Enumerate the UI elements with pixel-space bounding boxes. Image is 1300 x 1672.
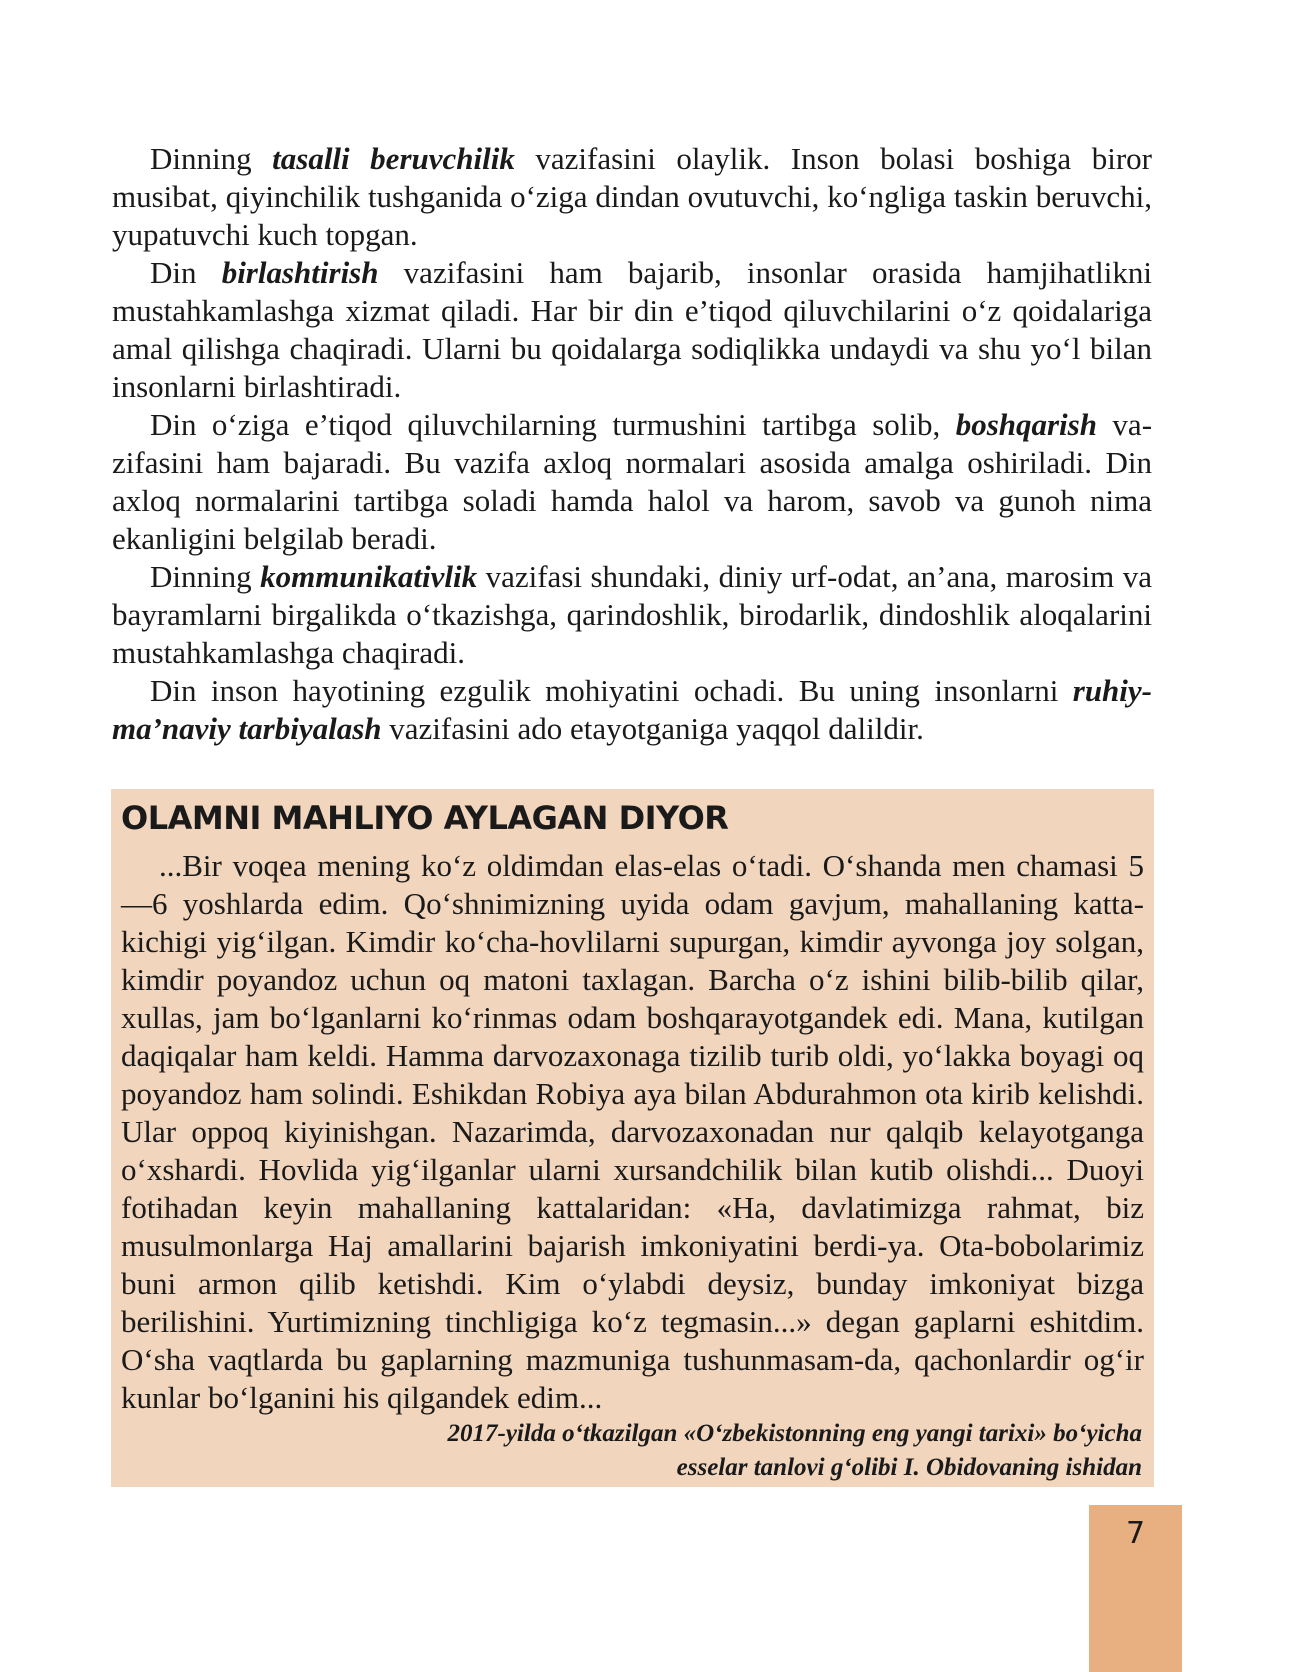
box-source-line: 2017-yilda o‘tkazilgan «O‘zbekistonning eng yangi tarixi» bo‘yicha [447,1420,1142,1447]
box-source [121,1417,1144,1485]
box-text: ...Bir voqea mening ko‘z oldimdan elas-elas o‘tadi. O‘shanda men chamasi 5—6 yoshlarda edim. Qo‘shnimizning uyida odam gavjum, mahallaning kattakichigi yig‘ilgan. Kimdir ko‘cha-hovlilarni supurgan, kimdir ayvonga joy solgan, kimdir poyandoz uchun oq matoni taxlagan. Barcha o‘z ishini bilib-bilib qilar, xullas, jam bo‘lganlarni ko‘rinmas odam boshqarayotgandek edi. Mana, kutilgan daqiqalar ham keldi. Hamma darvozaxonaga tizilib turib oldi, yo‘lakka boyagi oq poyandoz ham solindi. Eshikdan Robiya aya bilan Abdurahmon ota kirib kelishdi. Ular oppoq kiyinishgan. Nazarimda, darvozaxonadan nur qalqib kelayotganga o‘xshardi. Hovlida yig‘ilganlar ularni xursandchilik bilan kutib olishdi... Duoyi fotihadan keyin mahallaning kattalaridan: «Ha, davlatimizga rahmat, biz musulmonlarga Haj amallarini bajarish imkoniyatini berdi-ya. Ota-bobolarimiz buni armon qilib ketishdi. Kim o‘ylabdi deysiz, bunday imkoniyat bizga berilishini. Yurtimizning tinchligiga ko‘z tegmasin...» degan gaplarni eshitdim. O‘sha vaqtlarda bu gaplarning mazmuniga tushunmasam-da, qachonlardir og‘ir kunlar bo‘lganini his qilgandek edim... [121,848,1144,1415]
paragraph-text: Din o‘ziga e’tiqod qiluvchilarning turmushini tartibga solib, [150,407,956,442]
emphasized-term: birlashtirish [221,255,379,290]
reading-box [111,789,1154,1487]
paragraph-text: Dinning [150,559,261,594]
paragraph-tasalli [112,140,1152,254]
page-tab [1089,1505,1182,1672]
paragraph-text: Din inson hayotining ezgulik mohiyatini ochadi. Bu uning insonlarni [150,673,1073,708]
paragraph-text: vazifasini ado etayotganiga yaqqol dalildir. [381,711,924,746]
box-source-line: esselar tanlovi g‘olibi I. Obidovaning ishidan [676,1454,1142,1481]
emphasized-term: ruhiy-ma’naviy tarbiyalash [112,673,1152,746]
page-number: 7 [1125,1516,1146,1551]
paragraph-text: vazifasini olaylik. Inson bolasi boshiga biror musibat, qiyinchilik tushganida o‘ziga dindan ovutuvchi, ko‘ngliga taskin beruvchi, yupatuvchi kuch topgan. [112,141,1152,252]
paragraph-tarbiyalash [112,672,1152,748]
emphasized-term: boshqarish [955,407,1097,442]
paragraph-kommunikativlik [112,558,1152,672]
paragraph-text: vazifasini ham bajaradi. Bu vazifa axloq normalari asosida amalga oshiriladi. Din axloq normalarini tartibga soladi hamda halol va harom, savob va gunoh nima ekanligini belgilab beradi. [112,407,1153,556]
emphasized-term: kommunikativlik [260,559,478,594]
paragraph-boshqarish [112,406,1152,558]
paragraph-text: Dinning [150,141,273,176]
box-title: OLAMNI MAHLIYO AYLAGAN DIYOR [121,799,729,837]
paragraph-text: vazifasi shundaki, diniy urf-odat, an’ana, marosim va bayramlarni birgalikda o‘tkazishga, qarindoshlik, birodarlik, dindoshlik aloqalarini mustahkamlashga chaqiradi. [112,559,1152,670]
paragraph-text: vazifasini ham bajarib, insonlar orasida hamjihatlikni mustahkamlashga xizmat qiladi. Har bir din e’tiqod qiluvchilarini o‘z qoidalariga amal qilishga chaqiradi. Ularni bu qoidalarga sodiqlikka undaydi va shu yo‘l bilan insonlarni birlashtiradi. [112,255,1152,404]
paragraph-birlashtirish [112,254,1152,406]
paragraph-text: Din [150,255,222,290]
emphasized-term: tasalli beruvchilik [272,141,515,176]
main-text [112,140,1152,748]
